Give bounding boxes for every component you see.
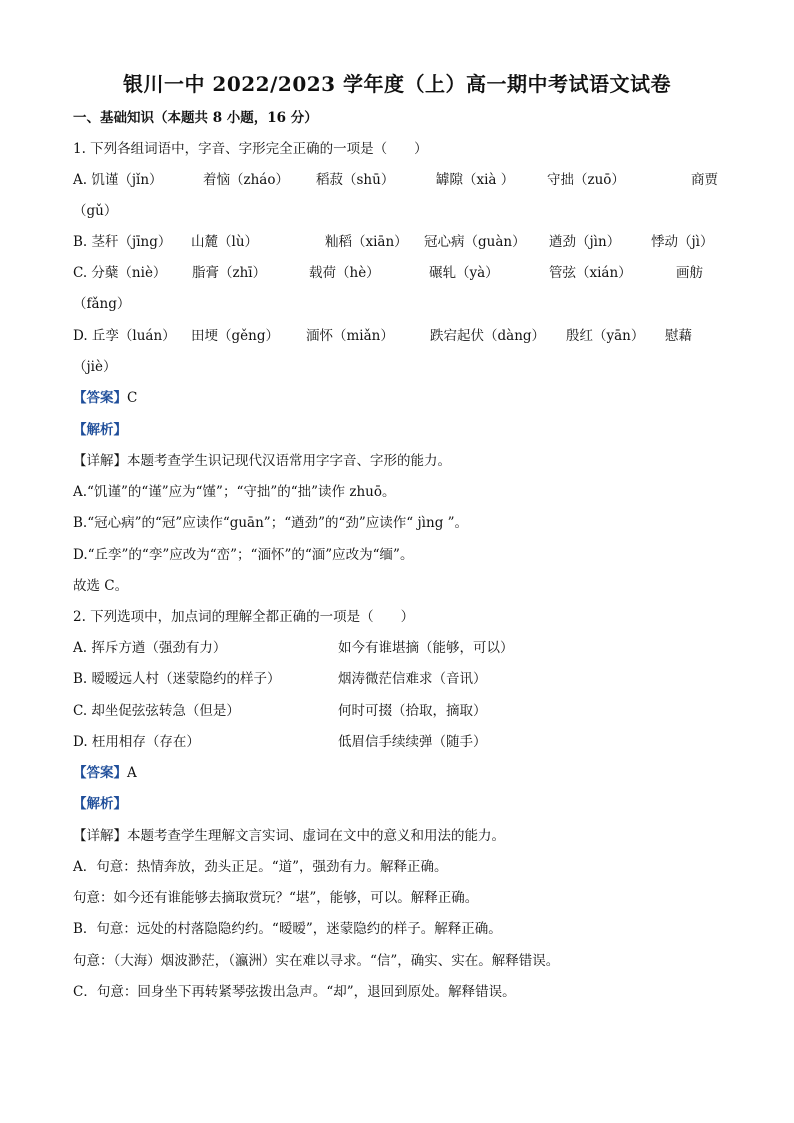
q2-option-d-right: 低眉信手续续弹（随手） [338,734,487,750]
q1-d-item: 慰藉 [665,328,692,344]
q2-note: A．句意：热情奔放，劲头正足。“道”，强劲有力。解释正确。 [73,859,448,875]
q1-d-wrap: （jiè） [73,359,117,375]
q1-a-wrap: （gǔ） [73,203,118,219]
q2-option-a-left: A. 挥斥方遒（强劲有力） [73,640,227,656]
q1-d-item: 田埂（gěng） [191,328,279,344]
q1-a-item: 商贾 [691,172,718,188]
q1-b-item: 籼稻（xiān） [325,234,408,250]
analysis-label: 【解析】 [73,422,127,438]
q2-option-b-left: B. 暧暧远人村（迷蒙隐约的样子） [73,671,281,687]
q2-stem: 2. 下列选项中，加点词的理解全都正确的一项是（ ） [73,609,415,625]
q1-c-wrap: （fǎng） [73,296,131,312]
q1-conclusion: 故选 C。 [73,578,129,594]
q1-c-item: 脂膏（zhī） [192,265,267,281]
q2-answer [73,763,137,783]
q1-b-item: 悸动（jì） [651,234,714,250]
answer-label: 【答案】 [73,765,127,781]
q1-a-item: 罅隙（xià ） [436,172,515,188]
q2-note: 句意：如今还有谁能够去摘取赏玩？“堪”，能够，可以。解释正确。 [73,890,479,906]
page-title: 银川一中 2022/2023 学年度（上）高一期中考试语文试卷 [122,72,672,96]
section-heading: 一、基础知识（本题共 8 小题，16 分） [73,110,318,126]
q2-note: C．句意：回身坐下再转紧琴弦拨出急声。“却”，退回到原处。解释错误。 [73,984,516,1000]
detail-label: 【详解】 [73,453,127,469]
answer-value: C [127,390,138,406]
q1-stem: 1. 下列各组词语中，字音、字形完全正确的一项是（ ） [73,141,428,157]
q2-analysis [73,794,127,814]
q1-d-item: D. 丘孪（luán） [73,328,176,344]
detail-label: 【详解】 [73,828,127,844]
q1-note: B.“冠心病”的“冠”应读作“guān”；“遒劲”的“劲”应读作“ jìng ”。 [73,515,469,531]
detail-text: 本题考查学生识记现代汉语常用字字音、字形的能力。 [127,453,451,469]
q1-c-item: 画舫 [676,265,703,281]
q1-c-item: C. 分蘖（niè） [73,265,167,281]
q1-c-item: 载荷（hè） [309,265,380,281]
q2-option-c-right: 何时可掇（拾取，摘取） [338,703,487,719]
answer-label: 【答案】 [73,390,127,406]
q1-a-item: 守拙（zuō） [547,172,625,188]
q1-note: A.“饥谨”的“谨”应为“馑”；“守拙”的“拙”读作 zhuō。 [73,484,396,500]
q1-a-item: 稻菽（shū） [316,172,395,188]
q1-c-item: 碾轧（yà） [429,265,499,281]
q1-note: D.“丘孪”的“孪”应改为“峦”；“湎怀”的“湎”应改为“缅”。 [73,547,414,563]
q2-option-d-left: D. 枉用相存（存在） [73,734,200,750]
q2-option-a-right: 如今有谁堪摘（能够，可以） [338,640,514,656]
detail-text: 本题考查学生理解文言实词、虚词在文中的意义和用法的能力。 [127,828,505,844]
q1-d-item: 殷红（yān） [566,328,645,344]
q1-d-item: 湎怀（miǎn） [306,328,394,344]
q1-a-item: 着恼（zháo） [203,172,289,188]
q1-a-item: A. 饥谨（jǐn） [73,172,163,188]
q1-detail [73,451,451,471]
q2-option-c-left: C. 却坐促弦弦转急（但是） [73,703,240,719]
answer-value: A [127,765,137,781]
analysis-label: 【解析】 [73,796,127,812]
q1-c-item: 管弦（xián） [549,265,632,281]
q1-answer [73,388,137,408]
q1-d-item: 跌宕起伏（dàng） [430,328,546,344]
q1-analysis [73,420,127,440]
q1-b-item: 遒劲（jìn） [549,234,621,250]
q1-b-item: B. 茎秆（jīng） [73,234,172,250]
q2-note: 句意：（大海）烟波渺茫，（瀛洲）实在难以寻求。“信”，确实、实在。解释错误。 [73,953,560,969]
q1-b-item: 冠心病（guàn） [424,234,526,250]
q2-note: B．句意：远处的村落隐隐约约。“暧暧”，迷蒙隐约的样子。解释正确。 [73,921,502,937]
q2-detail [73,826,505,846]
q2-option-b-right: 烟涛微茫信难求（音讯） [338,671,487,687]
q1-b-item: 山麓（lù） [191,234,259,250]
